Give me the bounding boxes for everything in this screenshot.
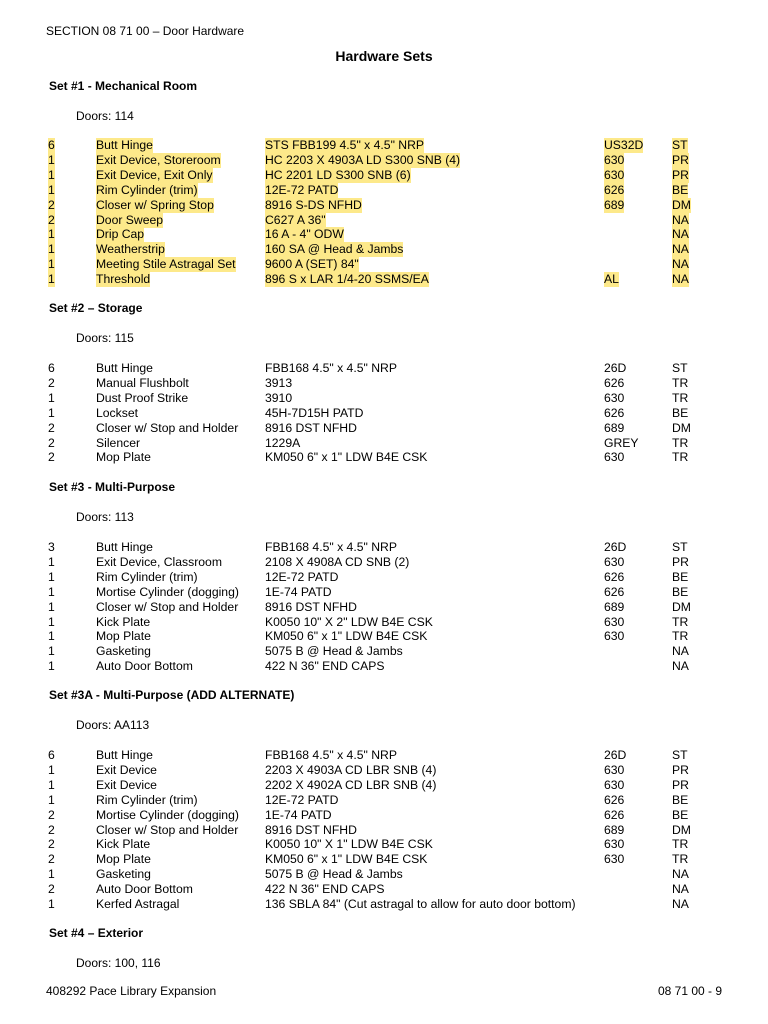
hardware-row xyxy=(0,570,768,585)
hardware-row xyxy=(0,659,768,674)
cell-mfr: BE xyxy=(672,405,689,420)
cell-desc: 2202 X 4902A CD LBR SNB (4) xyxy=(265,777,437,792)
cell-item: Mop Plate xyxy=(96,450,151,465)
cell-mfr: NA xyxy=(672,644,689,659)
hardware-row xyxy=(0,376,768,391)
set-doors: Doors: AA113 xyxy=(76,718,150,732)
cell-mfr: TR xyxy=(672,450,689,465)
cell-mfr: ST xyxy=(672,361,688,375)
cell-item: Mortise Cylinder (dogging) xyxy=(96,807,239,822)
set-title: Set #4 – Exterior xyxy=(49,926,144,940)
cell-qty: 1 xyxy=(48,257,55,272)
cell-fin: 630 xyxy=(604,777,625,792)
cell-fin: 630 xyxy=(604,390,625,405)
hardware-row xyxy=(0,272,768,287)
cell-item: Mop Plate xyxy=(96,629,151,644)
cell-mfr: PR xyxy=(672,152,689,167)
cell-item: Kick Plate xyxy=(96,614,151,629)
cell-qty: 6 xyxy=(48,138,55,152)
cell-fin: 689 xyxy=(604,822,625,837)
hardware-row xyxy=(0,808,768,823)
cell-item: Closer w/ Spring Stop xyxy=(96,197,214,212)
cell-desc: 1229A xyxy=(265,435,301,450)
hardware-row xyxy=(0,882,768,897)
cell-desc: 8916 S-DS NFHD xyxy=(265,197,362,212)
cell-fin: 626 xyxy=(604,375,625,390)
cell-mfr: NA xyxy=(672,272,689,287)
set-title: Set #3 - Multi-Purpose xyxy=(49,480,176,494)
hardware-row xyxy=(0,629,768,644)
cell-qty: 6 xyxy=(48,748,55,762)
hardware-row xyxy=(0,600,768,615)
cell-qty: 2 xyxy=(48,450,55,465)
hardware-row xyxy=(0,615,768,630)
cell-desc: 422 N 36" END CAPS xyxy=(265,659,385,674)
set-title: Set #1 - Mechanical Room xyxy=(49,79,198,93)
set-doors: Doors: 100, 116 xyxy=(76,956,161,970)
cell-mfr: PR xyxy=(672,554,689,569)
cell-mfr: BE xyxy=(672,807,689,822)
cell-fin: 26D xyxy=(604,748,627,762)
cell-item: Threshold xyxy=(96,272,151,287)
cell-item: Rim Cylinder (trim) xyxy=(96,569,198,584)
cell-desc: HC 2201 LD S300 SNB (6) xyxy=(265,167,411,182)
cell-desc: 8916 DST NFHD xyxy=(265,599,357,614)
page-title: Hardware Sets xyxy=(335,48,433,64)
footer-page-number: 08 71 00 - 9 xyxy=(658,984,723,998)
hardware-row xyxy=(0,555,768,570)
cell-qty: 1 xyxy=(48,272,55,287)
cell-qty: 3 xyxy=(48,540,55,554)
cell-mfr: ST xyxy=(672,138,688,152)
cell-qty: 1 xyxy=(48,554,55,569)
hardware-row xyxy=(0,213,768,228)
cell-qty: 2 xyxy=(48,822,55,837)
cell-fin: 630 xyxy=(604,450,625,465)
cell-item: Butt Hinge xyxy=(96,540,153,554)
set-title: Set #2 – Storage xyxy=(49,301,143,315)
hardware-row xyxy=(0,257,768,272)
cell-qty: 2 xyxy=(48,212,55,227)
cell-desc: HC 2203 X 4903A LD S300 SNB (4) xyxy=(265,152,461,167)
hardware-row xyxy=(0,138,768,153)
cell-mfr: TR xyxy=(672,375,689,390)
cell-qty: 1 xyxy=(48,569,55,584)
cell-fin: 630 xyxy=(604,554,625,569)
cell-qty: 1 xyxy=(48,182,55,197)
cell-qty: 2 xyxy=(48,807,55,822)
cell-qty: 1 xyxy=(48,242,55,257)
hardware-row xyxy=(0,852,768,867)
cell-mfr: ST xyxy=(672,748,688,762)
cell-fin: 626 xyxy=(604,807,625,822)
cell-qty: 1 xyxy=(48,152,55,167)
cell-desc: 16 A - 4" ODW xyxy=(265,227,344,242)
cell-item: Rim Cylinder (trim) xyxy=(96,792,198,807)
hardware-row xyxy=(0,897,768,912)
cell-desc: FBB168 4.5" x 4.5" NRP xyxy=(265,540,397,554)
cell-qty: 1 xyxy=(48,777,55,792)
cell-qty: 2 xyxy=(48,852,55,867)
cell-mfr: ST xyxy=(672,540,688,554)
cell-qty: 2 xyxy=(48,197,55,212)
cell-fin: 689 xyxy=(604,197,625,212)
hardware-row xyxy=(0,823,768,838)
cell-fin: 630 xyxy=(604,629,625,644)
cell-desc: 136 SBLA 84" (Cut astragal to allow for auto door bottom) xyxy=(265,897,576,911)
footer-project: 408292 Pace Library Expansion xyxy=(46,984,217,998)
cell-mfr: TR xyxy=(672,390,689,405)
cell-qty: 1 xyxy=(48,390,55,405)
set-title: Set #3A - Multi-Purpose (ADD ALTERNATE) xyxy=(49,688,295,702)
hardware-row xyxy=(0,763,768,778)
cell-mfr: NA xyxy=(672,867,689,882)
cell-mfr: TR xyxy=(672,614,689,629)
cell-mfr: NA xyxy=(672,227,689,242)
cell-item: Exit Device, Storeroom xyxy=(96,152,221,167)
cell-desc: STS FBB199 4.5" x 4.5" NRP xyxy=(265,138,425,152)
cell-qty: 2 xyxy=(48,375,55,390)
cell-item: Drip Cap xyxy=(96,227,145,242)
cell-mfr: DM xyxy=(672,599,691,614)
cell-qty: 1 xyxy=(48,792,55,807)
cell-desc: FBB168 4.5" x 4.5" NRP xyxy=(265,748,397,762)
hardware-row xyxy=(0,153,768,168)
hardware-row xyxy=(0,778,768,793)
cell-qty: 1 xyxy=(48,897,55,911)
cell-qty: 6 xyxy=(48,361,55,375)
cell-desc: 8916 DST NFHD xyxy=(265,822,357,837)
cell-desc: 5075 B @ Head & Jambs xyxy=(265,644,403,659)
hardware-row xyxy=(0,585,768,600)
cell-desc: K0050 10" X 1" LDW B4E CSK xyxy=(265,837,433,852)
hardware-row xyxy=(0,183,768,198)
cell-mfr: PR xyxy=(672,167,689,182)
cell-qty: 1 xyxy=(48,867,55,882)
hardware-row xyxy=(0,168,768,183)
cell-qty: 1 xyxy=(48,614,55,629)
cell-fin: 689 xyxy=(604,420,625,435)
cell-qty: 1 xyxy=(48,644,55,659)
cell-item: Butt Hinge xyxy=(96,748,153,762)
cell-mfr: PR xyxy=(672,777,689,792)
cell-item: Kerfed Astragal xyxy=(96,897,180,911)
cell-qty: 2 xyxy=(48,837,55,852)
cell-desc: C627 A 36" xyxy=(265,212,326,227)
cell-mfr: TR xyxy=(672,837,689,852)
cell-item: Closer w/ Stop and Holder xyxy=(96,822,239,837)
cell-desc: KM050 6" x 1" LDW B4E CSK xyxy=(265,450,428,465)
hardware-row xyxy=(0,540,768,555)
cell-item: Auto Door Bottom xyxy=(96,659,193,674)
hardware-row xyxy=(0,227,768,242)
cell-desc: 8916 DST NFHD xyxy=(265,420,357,435)
cell-desc: 5075 B @ Head & Jambs xyxy=(265,867,403,882)
hardware-row xyxy=(0,450,768,465)
cell-item: Mortise Cylinder (dogging) xyxy=(96,584,239,599)
cell-desc: 2108 X 4908A CD SNB (2) xyxy=(265,554,410,569)
cell-mfr: BE xyxy=(672,584,689,599)
cell-qty: 1 xyxy=(48,599,55,614)
cell-mfr: TR xyxy=(672,629,689,644)
cell-item: Meeting Stile Astragal Set xyxy=(96,257,236,272)
cell-fin: 626 xyxy=(604,569,625,584)
cell-qty: 2 xyxy=(48,435,55,450)
cell-fin: US32D xyxy=(604,138,644,152)
cell-item: Gasketing xyxy=(96,867,151,882)
hardware-row xyxy=(0,867,768,882)
cell-mfr: DM xyxy=(672,197,691,212)
set-doors: Doors: 113 xyxy=(76,510,134,524)
cell-fin: 626 xyxy=(604,405,625,420)
cell-desc: 12E-72 PATD xyxy=(265,569,339,584)
cell-desc: 1E-74 PATD xyxy=(265,584,332,599)
cell-fin: 630 xyxy=(604,762,625,777)
cell-desc: 2203 X 4903A CD LBR SNB (4) xyxy=(265,762,437,777)
cell-item: Closer w/ Stop and Holder xyxy=(96,420,239,435)
cell-item: Closer w/ Stop and Holder xyxy=(96,599,239,614)
hardware-row xyxy=(0,436,768,451)
cell-mfr: BE xyxy=(672,569,689,584)
cell-desc: 3913 xyxy=(265,375,293,390)
cell-qty: 2 xyxy=(48,882,55,897)
cell-qty: 1 xyxy=(48,405,55,420)
hardware-row xyxy=(0,242,768,257)
cell-item: Mop Plate xyxy=(96,852,151,867)
cell-qty: 1 xyxy=(48,167,55,182)
cell-qty: 2 xyxy=(48,420,55,435)
cell-mfr: NA xyxy=(672,882,689,897)
hardware-row xyxy=(0,644,768,659)
cell-mfr: NA xyxy=(672,257,689,272)
cell-fin: 630 xyxy=(604,852,625,867)
cell-desc: 422 N 36" END CAPS xyxy=(265,882,385,897)
cell-fin: 630 xyxy=(604,837,625,852)
cell-mfr: NA xyxy=(672,242,689,257)
cell-desc: 12E-72 PATD xyxy=(265,792,339,807)
cell-item: Door Sweep xyxy=(96,212,164,227)
cell-desc: 45H-7D15H PATD xyxy=(265,405,364,420)
cell-mfr: PR xyxy=(672,762,689,777)
set-doors: Doors: 114 xyxy=(76,109,134,123)
hardware-row xyxy=(0,837,768,852)
cell-qty: 1 xyxy=(48,762,55,777)
cell-item: Silencer xyxy=(96,435,141,450)
cell-fin: 626 xyxy=(604,792,625,807)
cell-item: Butt Hinge xyxy=(96,138,153,152)
cell-mfr: NA xyxy=(672,897,689,911)
cell-qty: 1 xyxy=(48,227,55,242)
cell-item: Butt Hinge xyxy=(96,361,153,375)
cell-fin: 26D xyxy=(604,361,627,375)
cell-qty: 1 xyxy=(48,584,55,599)
cell-item: Rim Cylinder (trim) xyxy=(96,182,198,197)
cell-item: Exit Device, Classroom xyxy=(96,554,222,569)
cell-fin: 630 xyxy=(604,614,625,629)
cell-fin: 689 xyxy=(604,599,625,614)
section-header: SECTION 08 71 00 – Door Hardware xyxy=(46,24,245,38)
cell-fin: 26D xyxy=(604,540,627,554)
cell-desc: K0050 10" X 2" LDW B4E CSK xyxy=(265,614,433,629)
cell-mfr: BE xyxy=(672,182,689,197)
cell-desc: 3910 xyxy=(265,390,293,405)
cell-desc: 9600 A (SET) 84" xyxy=(265,257,359,272)
cell-item: Lockset xyxy=(96,405,139,420)
cell-mfr: TR xyxy=(672,852,689,867)
cell-mfr: DM xyxy=(672,420,691,435)
hardware-row xyxy=(0,748,768,763)
cell-fin: 626 xyxy=(604,182,625,197)
cell-desc: 1E-74 PATD xyxy=(265,807,332,822)
cell-qty: 1 xyxy=(48,629,55,644)
hardware-row xyxy=(0,793,768,808)
cell-mfr: NA xyxy=(672,212,689,227)
cell-mfr: TR xyxy=(672,435,689,450)
cell-item: Exit Device, Exit Only xyxy=(96,167,213,182)
cell-fin: AL xyxy=(604,272,619,287)
set-doors: Doors: 115 xyxy=(76,331,134,345)
cell-fin: 630 xyxy=(604,152,625,167)
cell-item: Kick Plate xyxy=(96,837,151,852)
cell-mfr: NA xyxy=(672,659,689,674)
cell-item: Exit Device xyxy=(96,777,157,792)
cell-desc: KM050 6" x 1" LDW B4E CSK xyxy=(265,629,428,644)
cell-item: Auto Door Bottom xyxy=(96,882,193,897)
cell-item: Exit Device xyxy=(96,762,157,777)
hardware-row xyxy=(0,361,768,376)
cell-qty: 1 xyxy=(48,659,55,674)
cell-desc: 160 SA @ Head & Jambs xyxy=(265,242,404,257)
hardware-row xyxy=(0,421,768,436)
cell-fin: GREY xyxy=(604,435,639,450)
cell-fin: 626 xyxy=(604,584,625,599)
cell-desc: 896 S x LAR 1/4-20 SSMS/EA xyxy=(265,272,429,287)
cell-desc: KM050 6" x 1" LDW B4E CSK xyxy=(265,852,428,867)
cell-item: Manual Flushbolt xyxy=(96,375,189,390)
hardware-row xyxy=(0,391,768,406)
hardware-row xyxy=(0,406,768,421)
cell-item: Dust Proof Strike xyxy=(96,390,189,405)
cell-desc: FBB168 4.5" x 4.5" NRP xyxy=(265,361,397,375)
cell-item: Weatherstrip xyxy=(96,242,165,257)
cell-item: Gasketing xyxy=(96,644,151,659)
cell-mfr: BE xyxy=(672,792,689,807)
hardware-row xyxy=(0,198,768,213)
cell-mfr: DM xyxy=(672,822,691,837)
cell-desc: 12E-72 PATD xyxy=(265,182,339,197)
cell-fin: 630 xyxy=(604,167,625,182)
